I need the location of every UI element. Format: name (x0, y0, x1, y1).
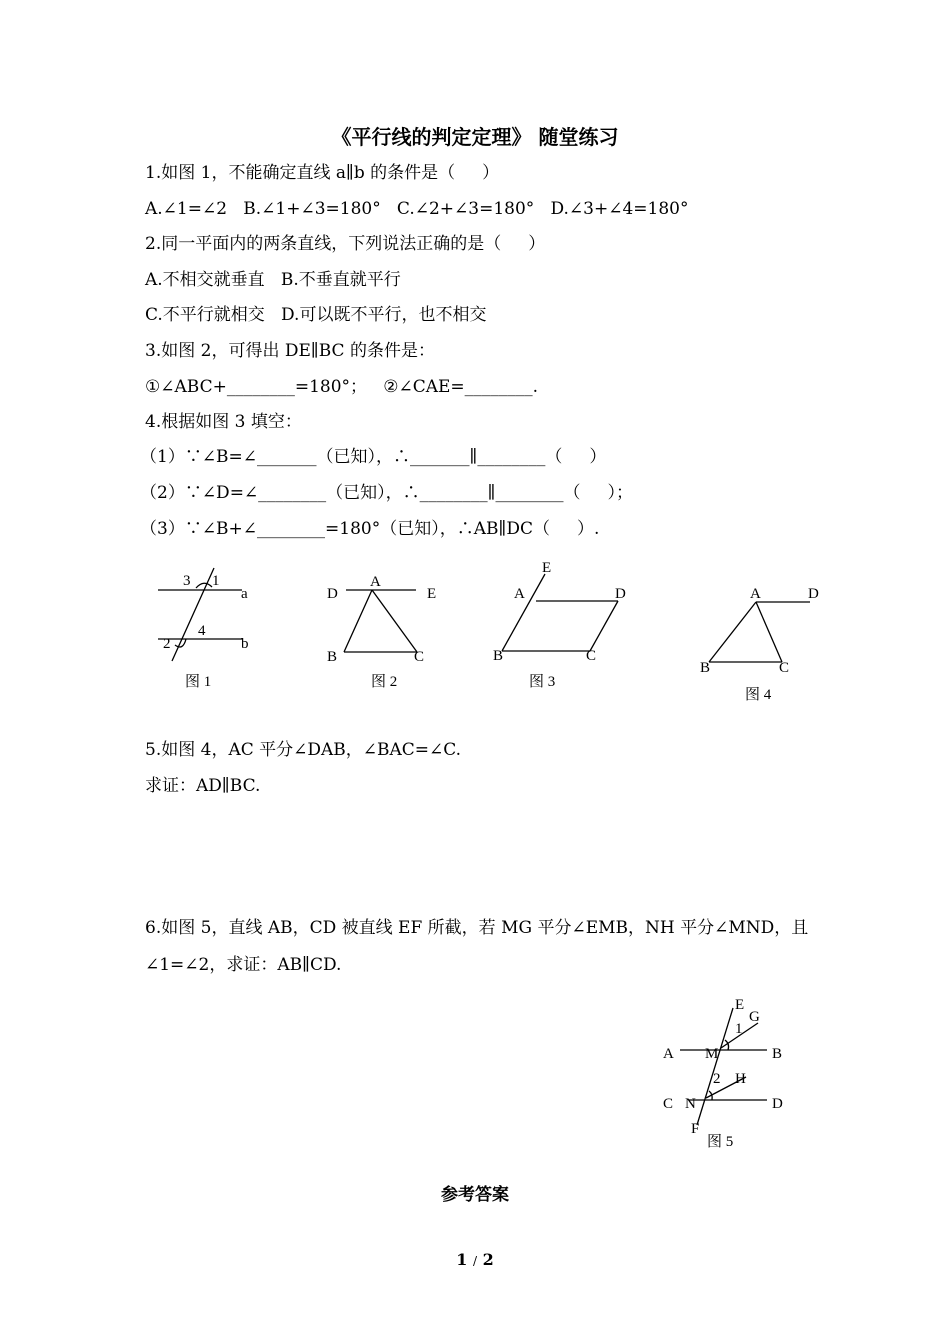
page-separator: / (472, 1254, 478, 1268)
label-b: B (772, 1046, 783, 1062)
line-ef (697, 1008, 733, 1125)
label-m: M (705, 1046, 719, 1062)
segment-ac (756, 602, 782, 662)
label-d: D (808, 586, 819, 602)
angle-arc-1 (196, 583, 212, 588)
label-a: A (370, 574, 381, 590)
figure-4 (695, 580, 830, 705)
label-b: B (327, 649, 338, 665)
page-title: 《平行线的判定定理》 随堂练习 (331, 125, 619, 149)
figure-5-caption: 图 5 (707, 1134, 734, 1150)
label-3: 3 (183, 573, 191, 589)
q4-part3: （3）∵∠B+∠________=180°（已知），∴AB∥DC（ ）. (140, 519, 600, 539)
q3-blanks: ①∠ABC+________=180°； ②∠CAE=________. (145, 377, 539, 397)
label-d: D (772, 1096, 783, 1112)
page-current: 1 (456, 1250, 468, 1269)
q6-line2: ∠1=∠2，求证：AB∥CD. (145, 955, 342, 975)
label-d: D (615, 586, 626, 602)
label-a: A (514, 586, 525, 602)
label-1: 1 (212, 573, 220, 589)
q2-options-line1: A.不相交就垂直 B.不垂直就平行 (145, 270, 401, 290)
figure-4-caption: 图 4 (745, 687, 772, 703)
label-h: H (735, 1071, 746, 1087)
label-n: N (685, 1096, 696, 1112)
figure-2 (320, 570, 450, 695)
label-c: C (586, 648, 597, 664)
figure-1-caption: 图 1 (185, 674, 212, 690)
label-c: C (779, 660, 790, 676)
label-f: F (691, 1121, 700, 1137)
figure-3 (490, 558, 635, 693)
label-e: E (735, 997, 745, 1013)
q4-stem: 4.根据如图 3 填空： (145, 412, 302, 432)
q4-part2: （2）∵∠D=∠________（已知），∴________∥________（ ）； (140, 483, 634, 503)
figure-2-caption: 图 2 (371, 674, 398, 690)
label-a: A (750, 586, 761, 602)
label-b: B (493, 648, 504, 664)
label-a: A (663, 1046, 674, 1062)
label-b: B (700, 660, 711, 676)
page-number (0, 1250, 950, 1269)
answers-heading: 参考答案 (441, 1185, 509, 1205)
label-1: 1 (735, 1021, 743, 1037)
q3-stem: 3.如图 2，可得出 DE∥BC 的条件是： (145, 341, 435, 361)
q2-options-line2: C.不平行就相交 D.可以既不平行，也不相交 (145, 305, 487, 325)
q2-stem: 2.同一平面内的两条直线，下列说法正确的是（ ） (145, 234, 546, 254)
label-g: G (749, 1009, 760, 1025)
label-b: b (241, 636, 249, 652)
segment-ab (344, 590, 372, 652)
label-a: a (241, 586, 248, 602)
label-d: D (327, 586, 338, 602)
page-total: 2 (482, 1250, 494, 1269)
q1-stem: 1.如图 1，不能确定直线 a∥b 的条件是（ ） (145, 163, 500, 183)
segment-ab (709, 602, 756, 662)
label-c: C (414, 649, 425, 665)
q5-line1: 5.如图 4，AC 平分∠DAB，∠BAC=∠C. (145, 740, 462, 760)
figure-5 (655, 990, 795, 1155)
q5-line2: 求证：AD∥BC. (145, 776, 261, 796)
q1-options: A.∠1=∠2 B.∠1+∠3=180° C.∠2+∠3=180° D.∠3+∠4=180° (145, 199, 689, 219)
label-e: E (427, 586, 437, 602)
label-4: 4 (198, 623, 206, 639)
figure-3-caption: 图 3 (529, 674, 556, 690)
q4-part1: （1）∵∠B=∠_______（已知），∴_______∥________（ ） (140, 447, 607, 467)
q6-line1: 6.如图 5，直线 AB，CD 被直线 EF 所截，若 MG 平分∠EMB，NH 平分∠MND，且 (145, 918, 809, 938)
segment-ac (372, 590, 417, 652)
label-2: 2 (163, 636, 171, 652)
segment-dc (590, 601, 618, 651)
label-e: E (542, 560, 552, 576)
label-c: C (663, 1096, 674, 1112)
figure-1 (150, 565, 260, 695)
label-2: 2 (713, 1071, 721, 1087)
